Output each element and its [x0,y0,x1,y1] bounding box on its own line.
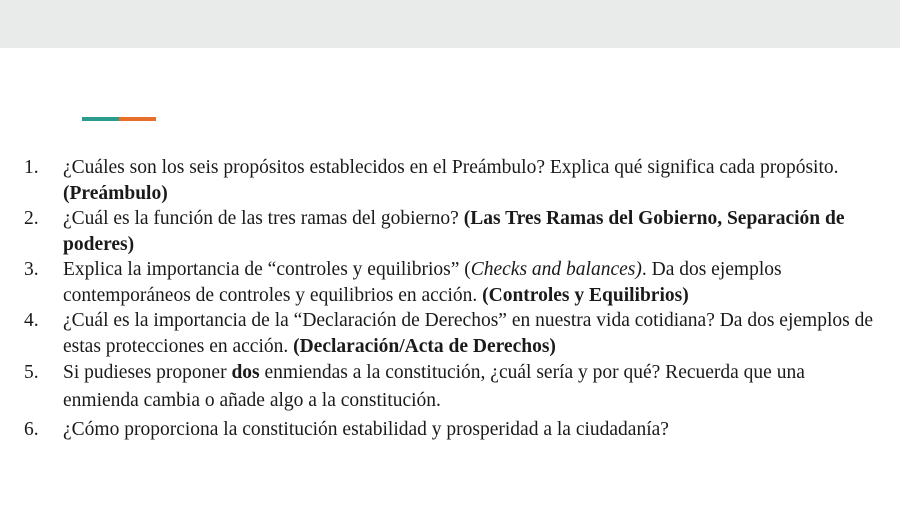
question-text-part: ¿Cómo proporciona la constitución estabilidad y prosperidad a la ciudadanía? [63,419,669,440]
question-item-5 [24,359,874,415]
question-text-part: ¿Cuáles son los seis propósitos establecidos en el Preámbulo? Explica qué significa cada propósito. [63,157,839,178]
question-text-part: ¿Cuál es la importancia de la “Declaración de Derechos” en nuestra vida cotidiana? Da dos ejemplos de estas protecciones en acción. [63,310,873,357]
question-item-2 [24,206,874,257]
question-item-3 [24,257,874,308]
question-list [24,155,874,444]
top-band [0,0,900,48]
question-text [63,257,874,308]
question-text [63,206,874,257]
question-item-1 [24,155,874,206]
question-emphasis: dos [231,362,260,383]
accent-bar-teal [82,117,119,121]
question-item-6 [24,416,874,444]
question-topic: (Controles y Equilibrios) [482,284,689,306]
question-text-part: . Da dos ejemplos contemporáneos de controles y equilibrios en acción. [63,259,782,306]
question-text-part: ¿Cuál es la función de las tres ramas del gobierno? [63,208,464,229]
question-topic: (Declaración/Acta de Derechos) [293,335,556,357]
question-text [63,308,874,359]
question-number: 4. [24,310,39,331]
question-topic: (Preámbulo) [63,182,168,204]
question-number: 2. [24,208,39,229]
question-text-part: Explica la importancia de “controles y equilibrios” ( [63,259,471,280]
question-number: 6. [24,419,39,440]
question-text [63,416,874,444]
question-topic: (Las Tres Ramas del Gobierno, Separación de poderes) [63,208,845,255]
question-number: 5. [24,362,39,383]
question-text-part: Si pudieses proponer [63,362,232,383]
question-italic-term: Checks and balances) [470,259,642,280]
question-text-part: enmiendas a la constitución, ¿cuál sería y por qué? Recuerda que una enmienda cambia o añade algo a la constitución. [63,362,805,411]
question-text [63,359,874,415]
accent-bar-orange [119,117,156,121]
question-text [63,155,874,206]
question-number: 3. [24,259,39,280]
question-item-4 [24,308,874,359]
question-number: 1. [24,157,39,178]
